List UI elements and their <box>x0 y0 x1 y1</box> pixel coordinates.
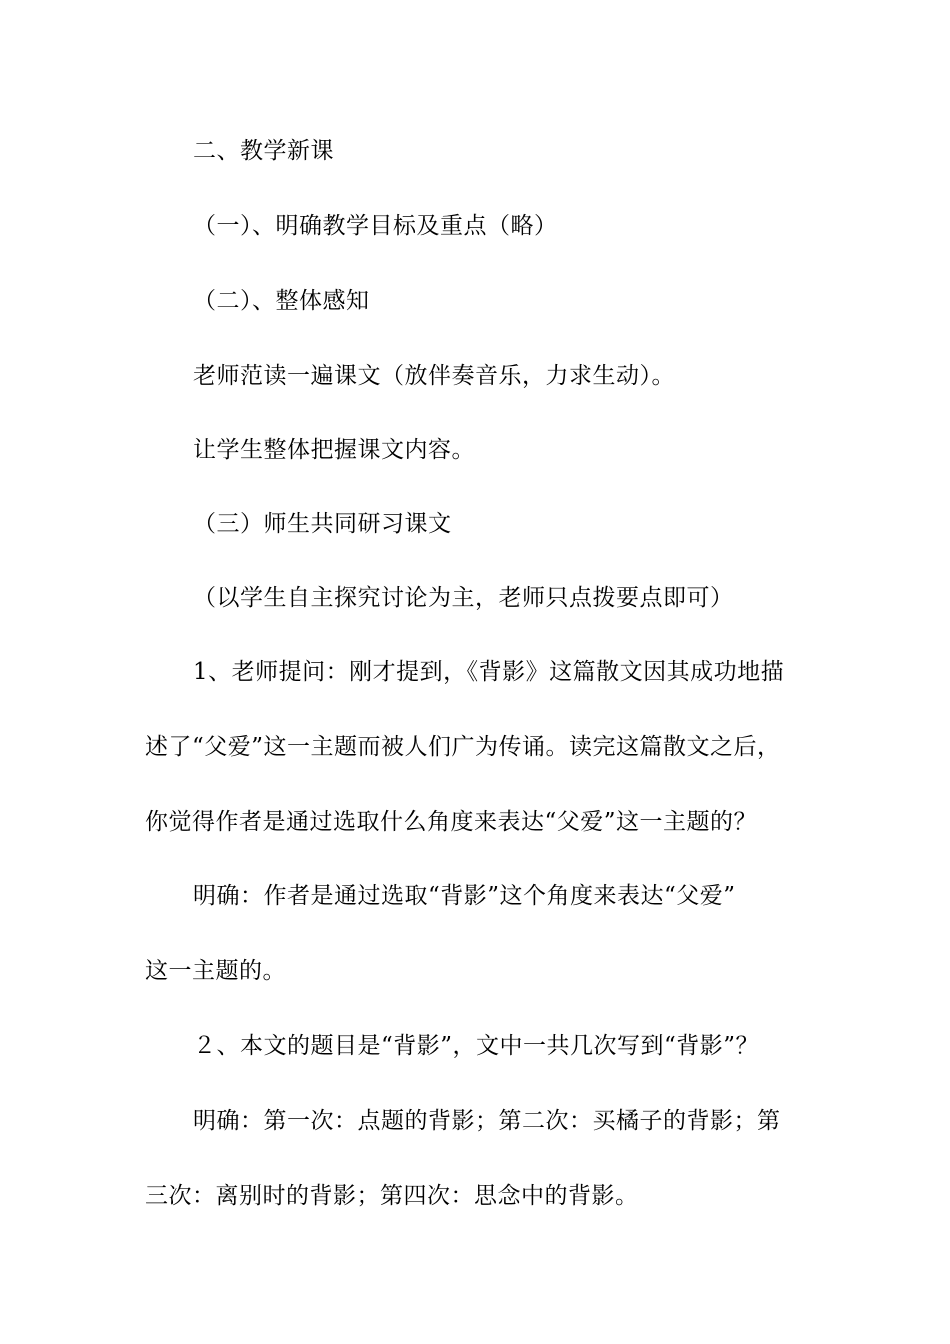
paragraph-line: 让学生整体把握课文内容。 <box>193 437 475 463</box>
question-1-line: 述了“父爱”这一主题而被人们广为传诵。读完这篇散文之后， <box>145 734 781 760</box>
paragraph-line: （以学生自主探究讨论为主，老师只点拨要点即可） <box>193 585 734 611</box>
question-2-line: ２、本文的题目是“背影”，文中一共几次写到“背影”？ <box>193 1033 760 1059</box>
question-1-line: 你觉得作者是通过选取什么角度来表达“父爱”这一主题的？ <box>145 809 758 835</box>
subsection-heading-3: （三）师生共同研习课文 <box>193 511 452 537</box>
section-heading: 二、教学新课 <box>193 138 334 164</box>
answer-1-line: 明确：作者是通过选取“背影”这个角度来表达“父爱” <box>193 883 736 909</box>
paragraph-line: 老师范读一遍课文（放伴奏音乐，力求生动）。 <box>193 363 675 389</box>
subsection-heading-2: （二）、整体感知 <box>193 288 370 314</box>
answer-1-line: 这一主题的。 <box>145 958 286 984</box>
answer-2-line: 明确：第一次：点题的背影；第二次：买橘子的背影；第 <box>193 1108 781 1134</box>
subsection-heading-1: （一）、明确教学目标及重点（略） <box>193 213 558 239</box>
question-1-line: 1、老师提问：刚才提到，《背影》这篇散文因其成功地描 <box>193 659 785 685</box>
answer-2-line: 三次：离别时的背影；第四次：思念中的背影。 <box>145 1183 639 1209</box>
